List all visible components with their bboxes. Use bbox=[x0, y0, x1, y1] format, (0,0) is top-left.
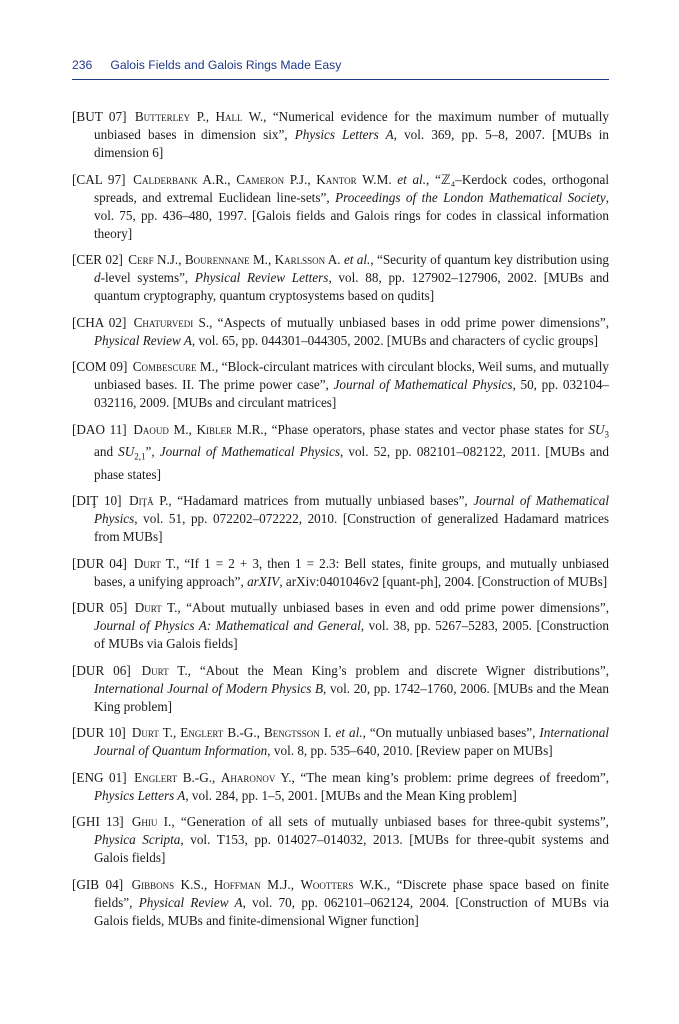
reference-text: -level systems”, bbox=[100, 270, 195, 285]
author-name: Butterley bbox=[134, 109, 191, 124]
italic-text: International Journal of Modern Physics B bbox=[94, 680, 324, 696]
reference-entry bbox=[72, 492, 609, 546]
reference-text: , vol. 20, pp. 1742–1760, 2006. [MUBs and the Mean King problem] bbox=[94, 680, 609, 714]
reference-text: A. bbox=[325, 252, 344, 267]
reference-entry bbox=[72, 251, 609, 305]
reference-entry bbox=[72, 171, 609, 243]
italic-text: International Journal of Quantum Information bbox=[94, 725, 609, 759]
author-name: Hoffman bbox=[213, 876, 261, 892]
reference-key: [GIB 04] bbox=[72, 876, 124, 892]
author-name: Calderbank bbox=[133, 171, 198, 187]
reference-text: , vol. T153, pp. 014027–014032, 2013. [MUBs for three-qubit systems and Galois fields] bbox=[94, 832, 609, 866]
author-name: Englert bbox=[134, 769, 178, 785]
reference-text: , vol. 52, pp. 082101–082122, 2011. [MUBs and phase states] bbox=[94, 444, 609, 482]
author-name: Daoud bbox=[133, 421, 169, 437]
reference-key: [DIŢ 10] bbox=[72, 493, 122, 509]
reference-entry bbox=[72, 662, 609, 716]
reference-text: I., “Generation of all sets of mutually unbiased bases for three-qubit systems”, bbox=[157, 814, 609, 830]
italic-text: et al. bbox=[335, 725, 363, 741]
author-name: Hall bbox=[215, 109, 243, 124]
author-name: Bengtsson bbox=[263, 725, 320, 741]
reference-text: W., “Numerical evidence for the maximum number of mutually unbiased bases in dimension six”, bbox=[94, 109, 610, 142]
reference-entry bbox=[72, 314, 609, 350]
reference-text: P., “Hadamard matrices from mutually unbiased bases”, bbox=[153, 493, 474, 509]
reference-text: , vol. 65, pp. 044301–044305, 2002. [MUBs and characters of cyclic groups] bbox=[191, 332, 599, 348]
italic-text: et al. bbox=[397, 171, 427, 187]
reference-entry bbox=[72, 599, 609, 653]
author-name: Karlsson bbox=[274, 252, 326, 267]
reference-text: , vol. 70, pp. 062101–062124, 2004. [Construction of MUBs via Galois fields, MUBs and finite-dimensional Wigner function] bbox=[94, 894, 609, 928]
reference-text: P.J., bbox=[284, 171, 317, 187]
reference-key: [GHI 13] bbox=[72, 814, 124, 830]
reference-text: N.J., bbox=[153, 252, 185, 267]
reference-entry bbox=[72, 421, 609, 484]
reference-text: , vol. 88, pp. 127902–127906, 2002. [MUBs and quantum cryptography, quantum cryptosystems based on qudits] bbox=[94, 270, 610, 303]
reference-text: , vol. 38, pp. 5267–5283, 2005. [Construction of MUBs via Galois fields] bbox=[94, 618, 609, 652]
page-number: 236 bbox=[72, 58, 93, 72]
author-name: Wootters bbox=[300, 876, 354, 892]
reference-text: M., bbox=[249, 252, 275, 267]
reference-text: T., bbox=[158, 725, 181, 741]
reference-text: , vol. 51, pp. 072202–072222, 2010. [Construction of generalized Hadamard matrices from MUBs] bbox=[94, 511, 609, 545]
italic-text: Physical Review A bbox=[94, 332, 192, 348]
author-name: Gibbons bbox=[131, 876, 175, 892]
author-name: Aharonov bbox=[220, 769, 276, 785]
author-name: Cameron bbox=[236, 171, 285, 187]
italic-text: d bbox=[94, 270, 101, 285]
author-name: Combescure bbox=[132, 359, 197, 374]
reference-text: and bbox=[94, 444, 119, 460]
reference-text: B.-G., bbox=[223, 725, 264, 741]
reference-text: T., “About mutually unbiased bases in even and odd prime power dimensions”, bbox=[161, 600, 609, 616]
italic-text: Physica Scripta bbox=[94, 832, 181, 848]
subscript-text: 2,1 bbox=[134, 451, 146, 462]
italic-text: Physical Review A bbox=[138, 894, 243, 910]
reference-text: M.R., “Phase operators, phase states and vector phase states for bbox=[231, 421, 589, 437]
italic-text: Physics Letters A bbox=[294, 127, 394, 142]
reference-entry bbox=[72, 555, 609, 591]
italic-text: arXIV bbox=[247, 573, 280, 589]
reference-text: , vol. 8, pp. 535–640, 2010. [Review paper on MUBs] bbox=[267, 743, 553, 759]
reference-text: P., bbox=[190, 109, 216, 124]
header-rule bbox=[72, 79, 609, 80]
reference-text: ”, bbox=[145, 444, 160, 460]
reference-key: [CER 02] bbox=[72, 252, 123, 267]
author-name: Chaturvedi bbox=[133, 314, 194, 330]
italic-text: Physical Review Letters bbox=[194, 270, 329, 285]
reference-key: [COM 09] bbox=[72, 359, 128, 374]
author-name: Ghiu bbox=[131, 814, 158, 830]
reference-text: M.J., bbox=[260, 876, 301, 892]
reference-text: , “Security of quantum key distribution using bbox=[370, 252, 610, 267]
reference-text: , vol. 369, pp. 5–8, 2007. [MUBs in dimension 6] bbox=[94, 127, 609, 160]
reference-key: [DUR 06] bbox=[72, 662, 131, 678]
reference-key: [DAO 11] bbox=[72, 421, 127, 437]
reference-list bbox=[72, 108, 609, 938]
reference-text: A.R., bbox=[197, 171, 237, 187]
reference-text: B.-G., bbox=[177, 769, 221, 785]
running-title: Galois Fields and Galois Rings Made Easy bbox=[110, 58, 342, 72]
author-name: Bourennane bbox=[184, 252, 250, 267]
reference-text: T., “About the Mean King’s problem and discrete Wigner distributions”, bbox=[168, 662, 609, 678]
reference-entry bbox=[72, 813, 609, 867]
author-name: Kibler bbox=[196, 421, 232, 437]
reference-key: [CAL 97] bbox=[72, 171, 126, 187]
italic-text: Journal of Mathematical Physics bbox=[94, 493, 609, 527]
running-header bbox=[72, 58, 609, 72]
author-name: Durt bbox=[134, 600, 162, 616]
italic-text: Journal of Mathematical Physics bbox=[159, 444, 340, 460]
reference-key: [ENG 01] bbox=[72, 769, 127, 785]
reference-entry bbox=[72, 769, 609, 805]
reference-text: T., “If 1 = 2 + 3, then 1 = 2.3: Bell states, finite groups, and mutually unbiased bases, a unifying approach”, bbox=[94, 555, 609, 589]
italic-text: SU bbox=[118, 444, 135, 460]
author-name: Durt bbox=[141, 662, 169, 678]
reference-key: [DUR 10] bbox=[72, 725, 126, 741]
reference-key: [CHA 02] bbox=[72, 314, 127, 330]
reference-text: , “ℤ₄–Kerdock codes, orthogonal spreads, and extremal Euclidean line-sets”, bbox=[94, 171, 609, 205]
reference-text: , vol. 75, pp. 436–480, 1997. [Galois fields and Galois rings for codes in classical information theory] bbox=[94, 189, 609, 241]
reference-text: W.K., “Discrete phase space based on finite fields”, bbox=[94, 876, 610, 910]
reference-text: M., “Block-circulant matrices with circulant blocks, Weil sums, and mutually unbiased bases. II. The prime power case”, bbox=[94, 359, 609, 392]
author-name: Durt bbox=[133, 555, 161, 571]
italic-text: Journal of Physics A: Mathematical and General bbox=[94, 618, 361, 634]
reference-text: , 50, pp. 032104–032116, 2009. [MUBs and circulant matrices] bbox=[94, 377, 610, 410]
reference-text: , arXiv:0401046v2 [quant-ph], 2004. [Construction of MUBs] bbox=[279, 573, 608, 589]
author-name: Diţă bbox=[129, 493, 154, 509]
reference-text: K.S., bbox=[174, 876, 214, 892]
italic-text: Physics Letters A bbox=[94, 787, 186, 803]
reference-key: [DUR 04] bbox=[72, 555, 127, 571]
author-name: Durt bbox=[131, 725, 159, 741]
subscript-text: 3 bbox=[604, 429, 609, 440]
author-name: Cerf bbox=[128, 252, 154, 267]
reference-text: , vol. 284, pp. 1–5, 2001. [MUBs and the Mean King problem] bbox=[185, 787, 517, 803]
reference-key: [DUR 05] bbox=[72, 600, 128, 616]
reference-entry bbox=[72, 108, 609, 162]
italic-text: Proceedings of the London Mathematical Society bbox=[335, 189, 606, 205]
reference-text: I. bbox=[319, 725, 336, 741]
author-name: Englert bbox=[180, 725, 224, 741]
reference-entry bbox=[72, 724, 609, 760]
reference-text: W.M. bbox=[356, 171, 398, 187]
author-name: Kantor bbox=[316, 171, 357, 187]
reference-entry bbox=[72, 876, 609, 930]
italic-text: Journal of Mathematical Physics bbox=[333, 377, 513, 392]
reference-text: , “On mutually unbiased bases”, bbox=[362, 725, 540, 741]
reference-text: S., “Aspects of mutually unbiased bases in odd prime power dimensions”, bbox=[193, 314, 610, 330]
reference-key: [BUT 07] bbox=[72, 109, 127, 124]
reference-text: M., bbox=[168, 421, 197, 437]
italic-text: SU bbox=[588, 421, 605, 437]
reference-entry bbox=[72, 358, 609, 412]
italic-text: et al. bbox=[343, 252, 371, 267]
reference-text: Y., “The mean king’s problem: prime degrees of freedom”, bbox=[275, 769, 610, 785]
